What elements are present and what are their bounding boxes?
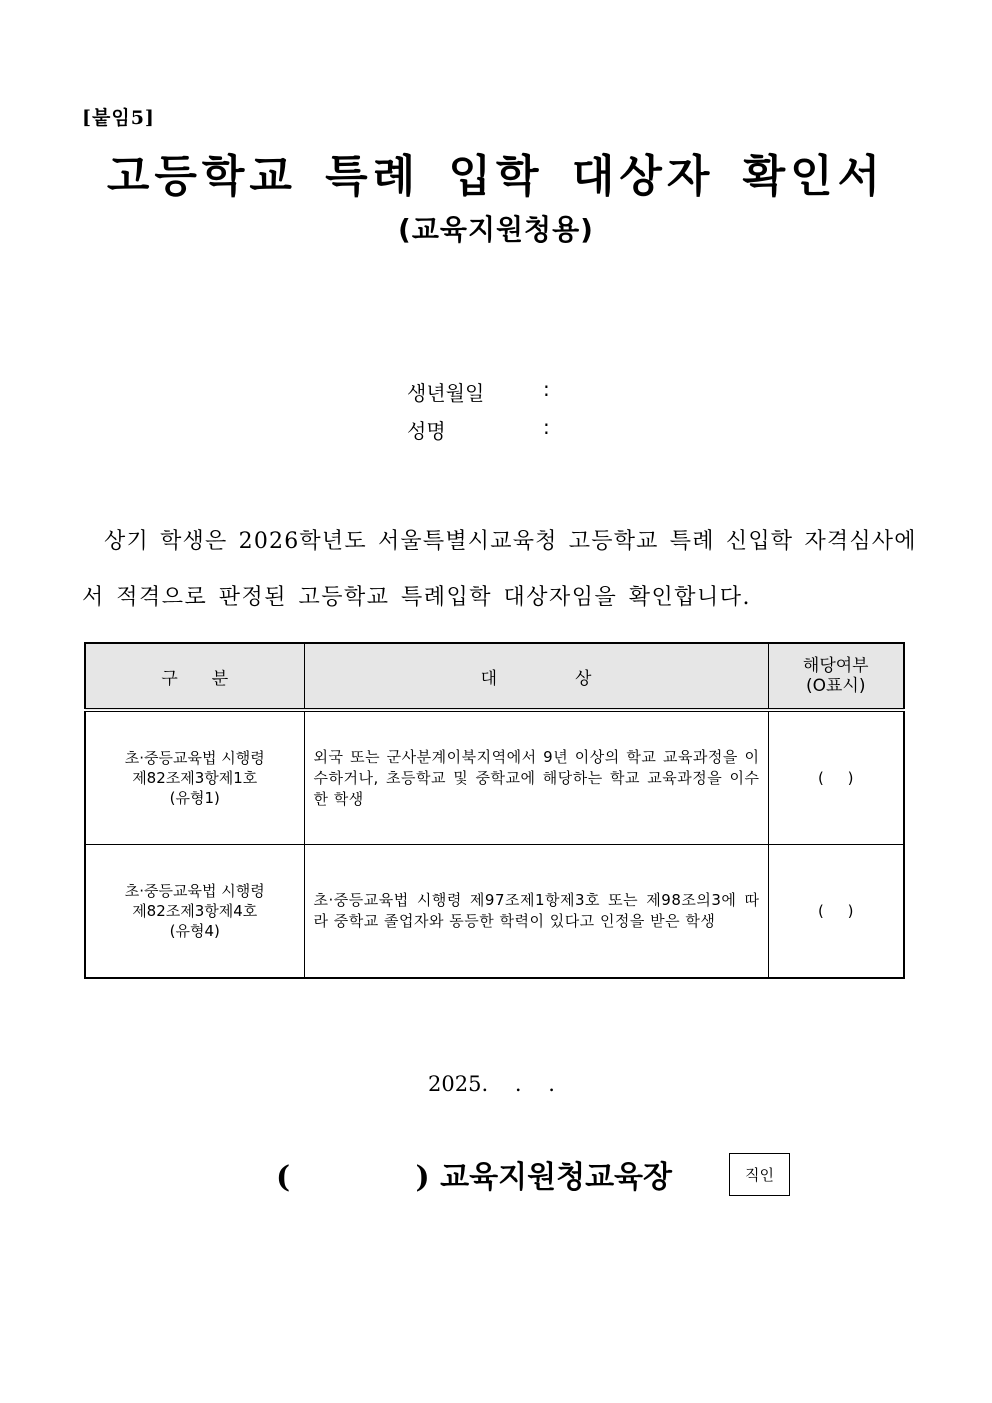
birth-date-label: 생년월일 — [407, 381, 485, 405]
table-row — [85, 845, 904, 979]
criteria-table — [84, 642, 905, 979]
issue-date: 2025. . . — [428, 1072, 555, 1096]
row-basis-line2: 제82조제3항제1호 — [132, 769, 258, 787]
statement-line-2: 서 적격으로 판정된 고등학교 특례입학 대상자임을 확인합니다. — [82, 585, 752, 610]
row-check-parens: ( ) — [817, 902, 854, 920]
row-basis — [85, 710, 304, 845]
row-check-parens: ( ) — [817, 769, 854, 787]
row-basis-line3: (유형1) — [169, 789, 220, 807]
header-applicable-line2: (O표시) — [806, 676, 866, 696]
official-seal-box — [729, 1153, 790, 1196]
document-subtitle: (교육지원청용) — [398, 213, 594, 246]
table-row — [85, 710, 904, 845]
row-basis-line1: 초·중등교육법 시행령 — [124, 749, 265, 767]
row-target: 외국 또는 군사분계이북지역에서 9년 이상의 학교 교육과정을 이수하거나, 초등학교 및 중학교에 해당하는 학교 교육과정을 이수한 학생 — [304, 710, 768, 845]
row-check-field[interactable] — [768, 710, 904, 845]
attachment-label: [붙임5] — [82, 107, 155, 129]
birth-date-colon: : — [543, 377, 550, 401]
statement-line-1: 상기 학생은 2026학년도 서울특별시교육청 고등학교 특례 신입학 자격심사에 — [104, 529, 917, 554]
table-header-row — [85, 643, 904, 710]
row-check-field[interactable] — [768, 845, 904, 979]
header-applicable-line1: 해당여부 — [802, 656, 869, 676]
seal-label: 직인 — [745, 1166, 774, 1184]
name-label: 성명 — [407, 419, 446, 443]
name-field — [407, 415, 550, 444]
row-basis-line3: (유형4) — [169, 922, 220, 940]
header-applicable — [768, 643, 904, 710]
issuer-line: ( ) 교육지원청교육장 — [276, 1160, 673, 1195]
birth-date-field — [407, 377, 550, 406]
row-basis-line1: 초·중등교육법 시행령 — [124, 882, 265, 900]
row-basis — [85, 845, 304, 979]
name-colon: : — [543, 415, 550, 439]
row-basis-line2: 제82조제3항제4호 — [132, 902, 258, 920]
header-category: 구분 — [85, 643, 304, 710]
header-target: 대상 — [304, 643, 768, 710]
row-target: 초·중등교육법 시행령 제97조제1항제3호 또는 제98조의3에 따라 중학교 졸업자와 동등한 학력이 있다고 인정을 받은 학생 — [304, 845, 768, 979]
document-title: 고등학교 특례 입학 대상자 확인서 — [106, 151, 886, 202]
